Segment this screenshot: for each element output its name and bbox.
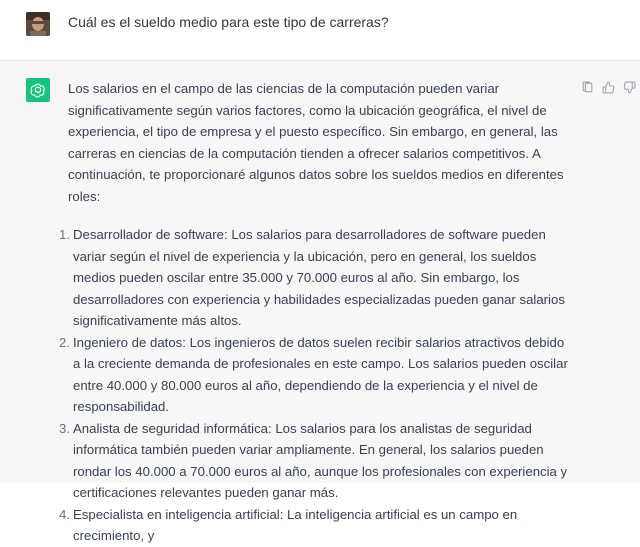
assistant-intro-text: Los salarios en el campo de las ciencias de la computación pueden variar significativamente según varios factores, como la ubicación geográfica, el nivel de experiencia, el tipo de empresa y el puesto específico. Sin embargo, en general, las carreras en ciencias de la computación tienden a ofrecer salarios competitivos. A continuación, te proporcionaré algunos datos sobre los sueldos medios en diferentes roles: bbox=[68, 81, 564, 204]
list-item-number: 1. bbox=[59, 227, 70, 242]
list-item-number: 2. bbox=[59, 334, 70, 350]
list-item-text: Ingeniero de datos: Los ingenieros de datos suelen recibir salarios atractivos debido a la creciente demanda de profesionales en este campo. Los salarios pueden oscilar entre 40.000 y 80.000 euros al año, dependiendo de la experiencia y el nivel de responsabilidad. bbox=[73, 334, 568, 414]
list-item-text: Desarrollador de software: Los salarios para desarrolladores de software pueden variar según el nivel de experiencia y la ubicación, pero en general, los sueldos medios pueden oscilar entre 35.000 y 70.000 euros al año. Sin embargo, los desarrolladores con experiencia y habilidades especializadas pueden ganar salarios significativamente más altos. bbox=[73, 227, 565, 328]
user-message-text: Cuál es el sueldo medio para este tipo de carreras? bbox=[68, 14, 389, 30]
list-item bbox=[59, 504, 573, 547]
list-item bbox=[59, 332, 573, 418]
copy-icon[interactable] bbox=[580, 80, 595, 95]
salary-list bbox=[59, 224, 573, 547]
list-item-text: Especialista en inteligencia artificial: La inteligencia artificial es un campo en crecimiento, y bbox=[73, 506, 518, 543]
assistant-message-row bbox=[0, 61, 640, 543]
list-item-number: 3. bbox=[59, 420, 70, 436]
message-actions bbox=[580, 80, 637, 95]
user-avatar bbox=[26, 12, 50, 36]
list-item bbox=[59, 224, 573, 332]
thumbs-down-icon[interactable] bbox=[622, 80, 637, 95]
list-item-text: Analista de seguridad informática: Los salarios para los analistas de seguridad informática también pueden variar ampliamente. En general, los salarios pueden rondar los 40.000 a 70.000 euros al año, aunque los profesionales con experiencia y certificaciones relevantes pueden ganar más. bbox=[73, 420, 568, 500]
openai-logo-icon bbox=[26, 78, 50, 102]
thumbs-up-icon[interactable] bbox=[601, 80, 616, 95]
user-message-row bbox=[0, 0, 640, 61]
assistant-message-content bbox=[59, 78, 573, 547]
list-item bbox=[59, 418, 573, 504]
list-item-number: 4. bbox=[59, 506, 70, 522]
